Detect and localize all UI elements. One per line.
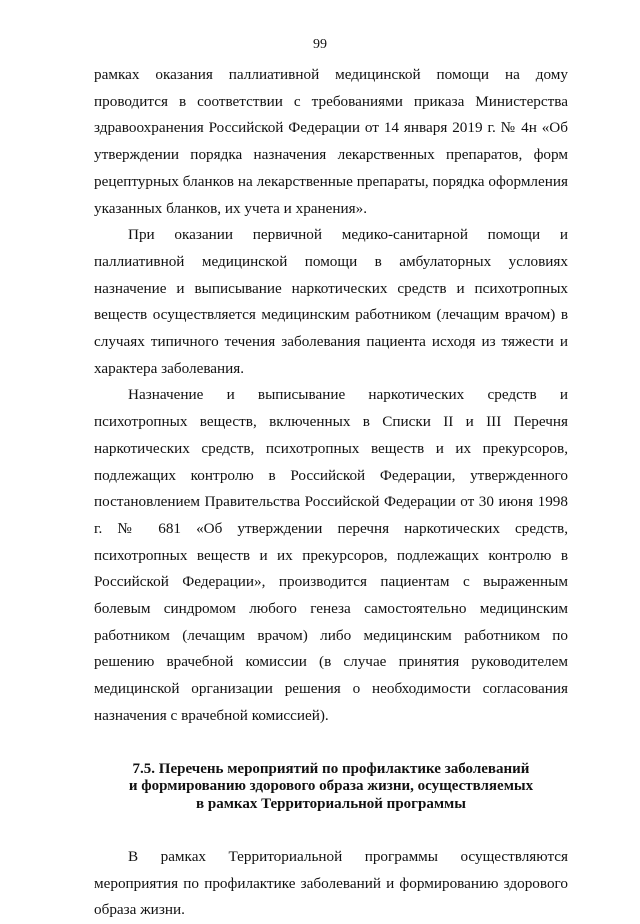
paragraph-narcotics-prescription: Назначение и выписывание наркотических средств и психотропных веществ, включенных в Списки II и III Перечня наркотических средств, психотропных веществ и их прекурсоров, подлежащих контролю в Российской Федерации, утвержденного постановлением Правительства Российской Федерации от 30 июня 1998 г. № 681 «Об утверждении перечня наркотических средств, психотропных веществ и их прекурсоров, подлежащих контролю в Российской Федерации», производится пациентам с выраженным болевым синдромом любого генеза самостоятельно медицинским работником (лечащим врачом) либо медицинским работником по решению врачебной комиссии (в случае принятия руководителем медицинской организации решения о необходимости согласования назначения с врачебной комиссией). [94,386,568,724]
page-content [94,62,568,924]
section-heading-line: и формированию здорового образа жизни, осуществляемых [128,778,534,795]
section-heading-line: в рамках Территориальной программы [196,795,466,812]
section-heading [94,761,568,814]
page-number: 99 [313,37,327,52]
paragraph-continuation: рамках оказания паллиативной медицинской помощи на дому проводится в соответствии с требованиями приказа Министерства здравоохранения Российской Федерации от 14 января 2019 г. № 4н «Об утверждении порядка назначения лекарственных препаратов, форм рецептурных бланков на лекарственные препараты, порядка оформления указанных бланков, их учета и хранения». [94,66,568,217]
paragraph-primary-care: При оказании первичной медико-санитарной помощи и паллиативной медицинской помощи в амбулаторных условиях назначение и выписывание наркотических средств и психотропных веществ осуществляется медицинским работником (лечащим врачом) в случаях типичного течения заболевания пациента исходя из тяжести и характера заболевания. [94,226,568,377]
section-paragraph: В рамках Территориальной программы осуществляются мероприятия по профилактике заболеваний и формированию здорового образа жизни. [94,848,568,919]
section-heading-line: 7.5. Перечень мероприятий по профилактике заболеваний [132,760,530,777]
